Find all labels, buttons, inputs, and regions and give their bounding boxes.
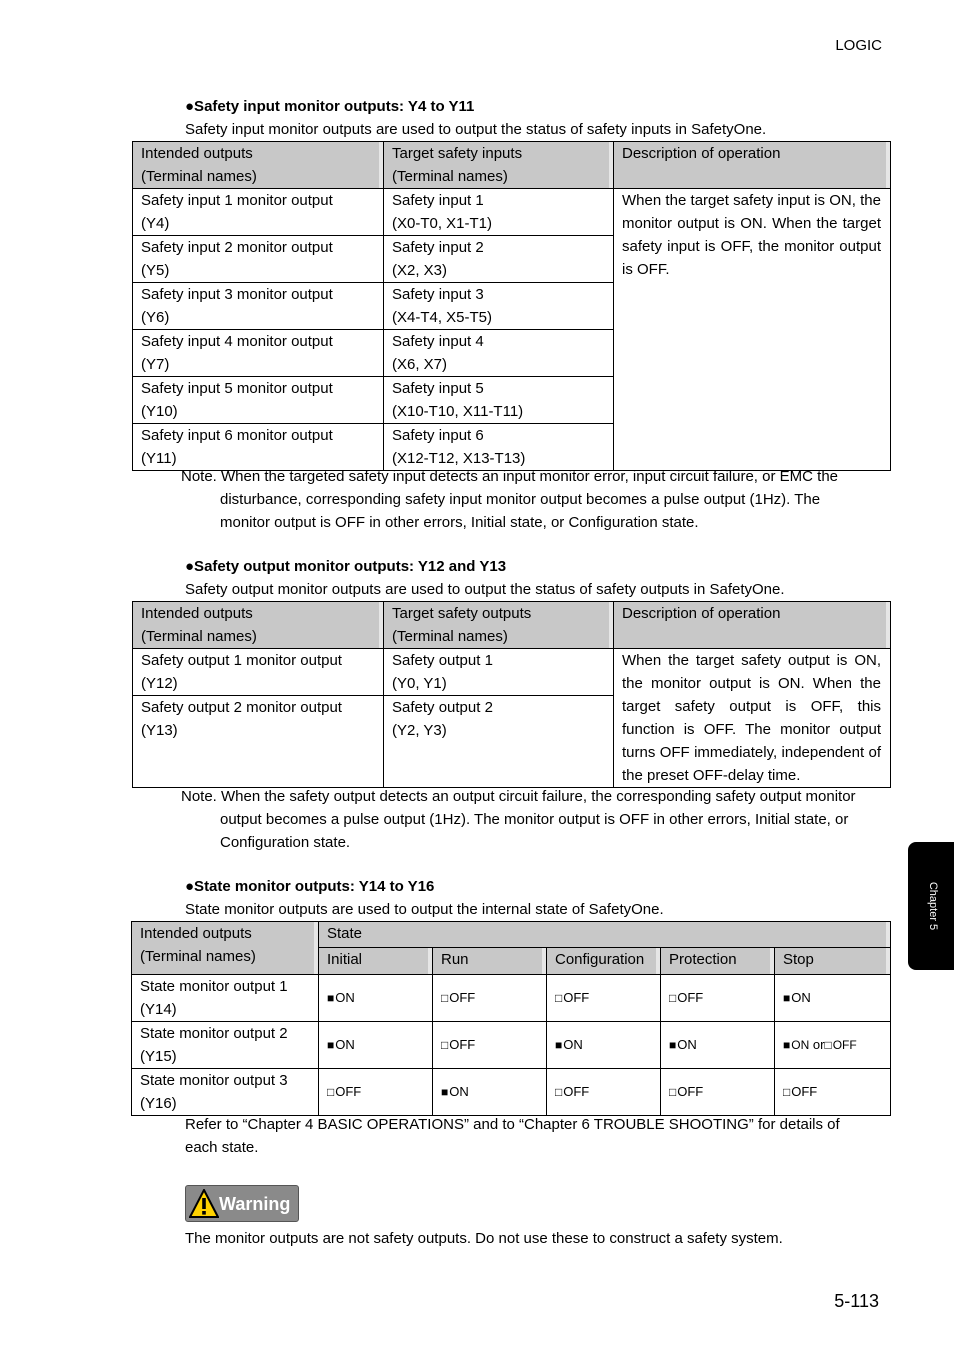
table-row <box>132 1022 891 1069</box>
state-cell: ■ON <box>661 1022 775 1069</box>
state-cell: □OFF <box>661 975 775 1022</box>
warning-text: The monitor outputs are not safety outputs. Do not use these to construct a safety system. <box>185 1230 783 1247</box>
table-row <box>133 649 891 696</box>
output-source-cell: Safety output 2 (Y2, Y3) <box>384 696 614 788</box>
filled-square-icon: ■ <box>783 1038 791 1052</box>
state-cell: ■ON <box>319 975 433 1022</box>
output-cell: Safety output 1 monitor output (Y12) <box>133 649 384 696</box>
warning-label: Warning <box>219 1194 291 1214</box>
chapter-tab-label: Chapter 5 <box>927 881 939 931</box>
input-cell: Safety input 1 (X0-T0, X1-T1) <box>384 189 614 236</box>
state-cell: □OFF <box>775 1069 891 1116</box>
table-row <box>132 975 891 1022</box>
section-intro: Safety output monitor outputs are used to output the status of safety outputs in SafetyOne. <box>185 581 785 598</box>
state-cell: ■ON <box>319 1022 433 1069</box>
filled-square-icon: ■ <box>327 1038 335 1052</box>
header-cell: Description of operation <box>614 602 891 649</box>
state-cell: ■ON <box>775 975 891 1022</box>
table-row <box>132 1069 891 1116</box>
input-cell: Safety input 3 (X4-T4, X5-T5) <box>384 283 614 330</box>
table-header-row <box>133 602 891 649</box>
chapter-tab <box>908 842 954 970</box>
table-row <box>133 189 891 236</box>
state-cell: ■ON <box>433 1069 547 1116</box>
output-source-cell: Safety output 1 (Y0, Y1) <box>384 649 614 696</box>
table-header-row <box>132 922 891 948</box>
output-cell: State monitor output 3 (Y16) <box>132 1069 319 1116</box>
section-intro: State monitor outputs are used to output the internal state of SafetyOne. <box>185 901 664 918</box>
header-cell: Intended outputs (Terminal names) <box>133 602 384 649</box>
empty-square-icon: □ <box>441 991 449 1005</box>
state-stop-header: Stop <box>775 948 891 975</box>
table-header-row <box>133 142 891 189</box>
empty-square-icon: □ <box>824 1038 832 1052</box>
header-cell: Description of operation <box>614 142 891 189</box>
header-cell: Target safety inputs (Terminal names) <box>384 142 614 189</box>
state-run-header: Run <box>433 948 547 975</box>
input-cell: Safety input 6 (X12-T12, X13-T13) <box>384 424 614 471</box>
safety-output-monitor-table <box>132 601 891 788</box>
state-cell: □OFF <box>319 1069 433 1116</box>
state-header-cell: State <box>319 922 891 948</box>
output-cell: Safety input 1 monitor output (Y4) <box>133 189 384 236</box>
state-monitor-table <box>131 921 891 1116</box>
description-cell: When the target safety output is ON, the monitor output is ON. When the target safety output is OFF, this function is OFF. The monitor output turns OFF immediately, independent of the preset OFF-delay time. <box>614 649 891 788</box>
output-cell: Safety input 5 monitor output (Y10) <box>133 377 384 424</box>
safety-input-monitor-table <box>132 141 891 471</box>
output-cell: State monitor output 1 (Y14) <box>132 975 319 1022</box>
section-heading-safety-input-monitor: ●Safety input monitor outputs: Y4 to Y11 <box>185 98 475 115</box>
input-cell: Safety input 5 (X10-T10, X11-T11) <box>384 377 614 424</box>
filled-square-icon: ■ <box>327 991 335 1005</box>
output-cell: Safety input 3 monitor output (Y6) <box>133 283 384 330</box>
warning-triangle-icon <box>189 1189 219 1219</box>
header-cell: Intended outputs (Terminal names) <box>133 142 384 189</box>
output-cell: Safety input 6 monitor output (Y11) <box>133 424 384 471</box>
state-protection-header: Protection <box>661 948 775 975</box>
output-cell: Safety input 2 monitor output (Y5) <box>133 236 384 283</box>
refer-note: Refer to “Chapter 4 BASIC OPERATIONS” and to “Chapter 6 TROUBLE SHOOTING” for details of each state. <box>185 1116 840 1156</box>
empty-square-icon: □ <box>327 1085 335 1099</box>
section-heading-state-monitor: ●State monitor outputs: Y14 to Y16 <box>185 878 435 895</box>
empty-square-icon: □ <box>669 991 677 1005</box>
state-cell: □OFF <box>547 975 661 1022</box>
running-header: LOGIC <box>835 37 882 54</box>
input-cell: Safety input 4 (X6, X7) <box>384 330 614 377</box>
state-cell: ■ON <box>547 1022 661 1069</box>
description-cell: When the target safety input is ON, the monitor output is ON. When the target safety input is OFF, the monitor output is OFF. <box>614 189 891 471</box>
empty-square-icon: □ <box>669 1085 677 1099</box>
filled-square-icon: ■ <box>783 991 791 1005</box>
state-configuration-header: Configuration <box>547 948 661 975</box>
page-number: 5-113 <box>834 1291 879 1311</box>
empty-square-icon: □ <box>783 1085 791 1099</box>
output-cell: State monitor output 2 (Y15) <box>132 1022 319 1069</box>
state-cell: □OFF <box>661 1069 775 1116</box>
state-cell: ■ON or□OFF <box>775 1022 891 1069</box>
empty-square-icon: □ <box>555 1085 563 1099</box>
section-heading-safety-output-monitor: ●Safety output monitor outputs: Y12 and Y13 <box>185 558 507 575</box>
warning-badge <box>185 1185 299 1222</box>
header-cell: Intended outputs (Terminal names) <box>132 922 319 975</box>
empty-square-icon: □ <box>441 1038 449 1052</box>
state-cell: □OFF <box>547 1069 661 1116</box>
output-cell: Safety output 2 monitor output (Y13) <box>133 696 384 788</box>
output-cell: Safety input 4 monitor output (Y7) <box>133 330 384 377</box>
filled-square-icon: ■ <box>441 1085 449 1099</box>
note: Note. When the safety output detects an output circuit failure, the corresponding safety output monitor output becomes a pulse output (1Hz). The monitor output is OFF in other errors, Initial state, or Configuration state. <box>181 788 856 851</box>
filled-square-icon: ■ <box>555 1038 563 1052</box>
section-intro: Safety input monitor outputs are used to output the status of safety inputs in SafetyOne. <box>185 121 767 138</box>
state-cell: □OFF <box>433 1022 547 1069</box>
state-cell: □OFF <box>433 975 547 1022</box>
note: Note. When the targeted safety input detects an input monitor error, input circuit failure, or EMC the disturbance, corresponding safety input monitor output becomes a pulse output (1Hz). The monitor output is OFF in other errors, Initial state, or Configuration state. <box>181 468 838 531</box>
header-cell: Target safety outputs (Terminal names) <box>384 602 614 649</box>
state-initial-header: Initial <box>319 948 433 975</box>
input-cell: Safety input 2 (X2, X3) <box>384 236 614 283</box>
filled-square-icon: ■ <box>669 1038 677 1052</box>
empty-square-icon: □ <box>555 991 563 1005</box>
